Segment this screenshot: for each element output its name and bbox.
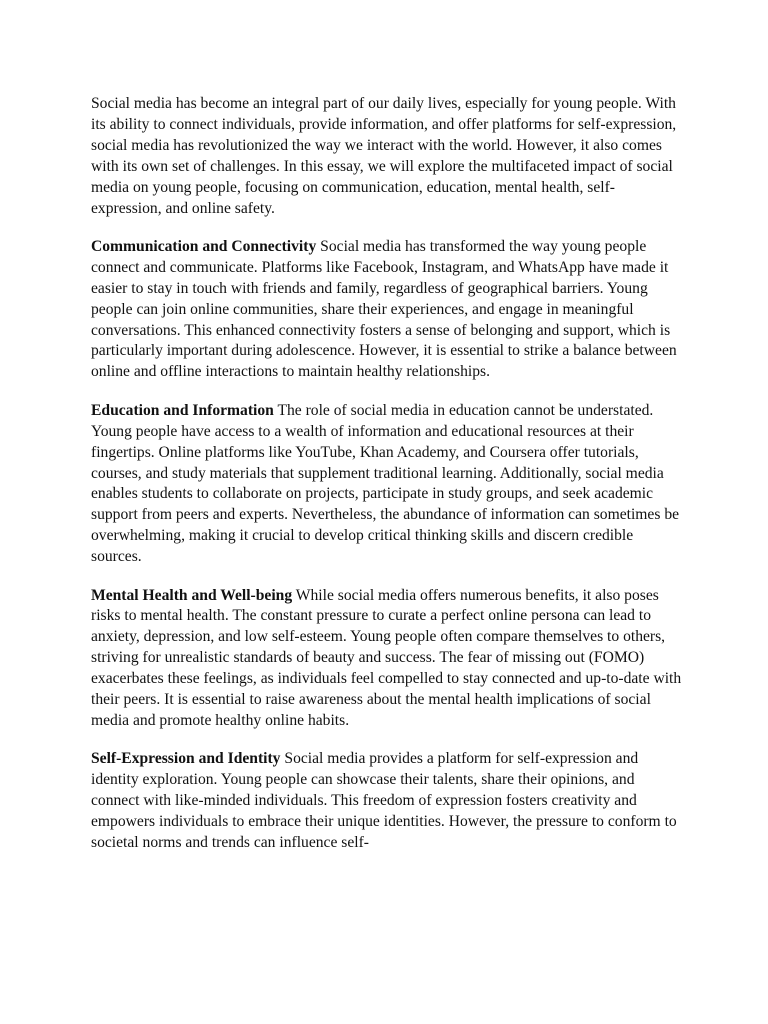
section-heading-self-expression: Self-Expression and Identity [91,750,281,768]
section-heading-mental-health: Mental Health and Well-being [91,586,293,604]
section-education [91,401,683,568]
section-communication [91,237,683,383]
section-body-mental-health: While social media offers numerous benefits, it also poses risks to mental health. The constant pressure to curate a perfect online persona can lead to anxiety, depression, and low self-esteem. Young people often compare themselves to others, striving for unrealistic standards of beauty and success. The fear of missing out (FOMO) exacerbates these feelings, as individuals feel compelled to stay connected and up-to-date with their peers. It is essential to raise awareness about the mental health implications of social media and promote healthy online habits. [91,586,682,729]
section-body-communication: Social media has transformed the way young people connect and communicate. Platforms like Facebook, Instagram, and WhatsApp have made it easier to stay in touch with friends and family, regardless of geographical barriers. Young people can join online communities, share their experiences, and engage in meaningful conversations. This enhanced connectivity fosters a sense of belonging and support, which is particularly important during adolescence. However, it is essential to strike a balance between online and offline interactions to maintain healthy relationships. [91,237,677,381]
document-content [91,94,683,871]
section-body-self-expression: Social media provides a platform for self-expression and identity exploration. Young people can showcase their talents, share their opinions, and connect with like-minded individuals. This freedom of expression fosters creativity and empowers individuals to embrace their unique identities. However, the pressure to conform to societal norms and trends can influence self- [91,750,677,851]
section-mental-health [91,586,683,732]
intro-text: Social media has become an integral part of our daily lives, especially for young people. With its ability to connect individuals, provide information, and offer platforms for self-expression, social media has revolutionized the way we interact with the world. However, it also comes with its own set of challenges. In this essay, we will explore the multifaceted impact of social media on young people, focusing on communication, education, mental health, self-expression, and online safety. [91,95,677,217]
section-heading-education: Education and Information [91,401,274,419]
section-heading-communication: Communication and Connectivity [91,237,317,255]
intro-paragraph [91,94,683,219]
section-body-education: The role of social media in education cannot be understated. Young people have access to a wealth of information and educational resources at their fingertips. Online platforms like YouTube, Khan Academy, and Coursera offer tutorials, courses, and study materials that supplement traditional learning. Additionally, social media enables students to collaborate on projects, participate in study groups, and seek academic support from peers and experts. Nevertheless, the abundance of information can sometimes be overwhelming, making it crucial to develop critical thinking skills and discern credible sources. [91,401,680,566]
section-self-expression [91,749,683,854]
